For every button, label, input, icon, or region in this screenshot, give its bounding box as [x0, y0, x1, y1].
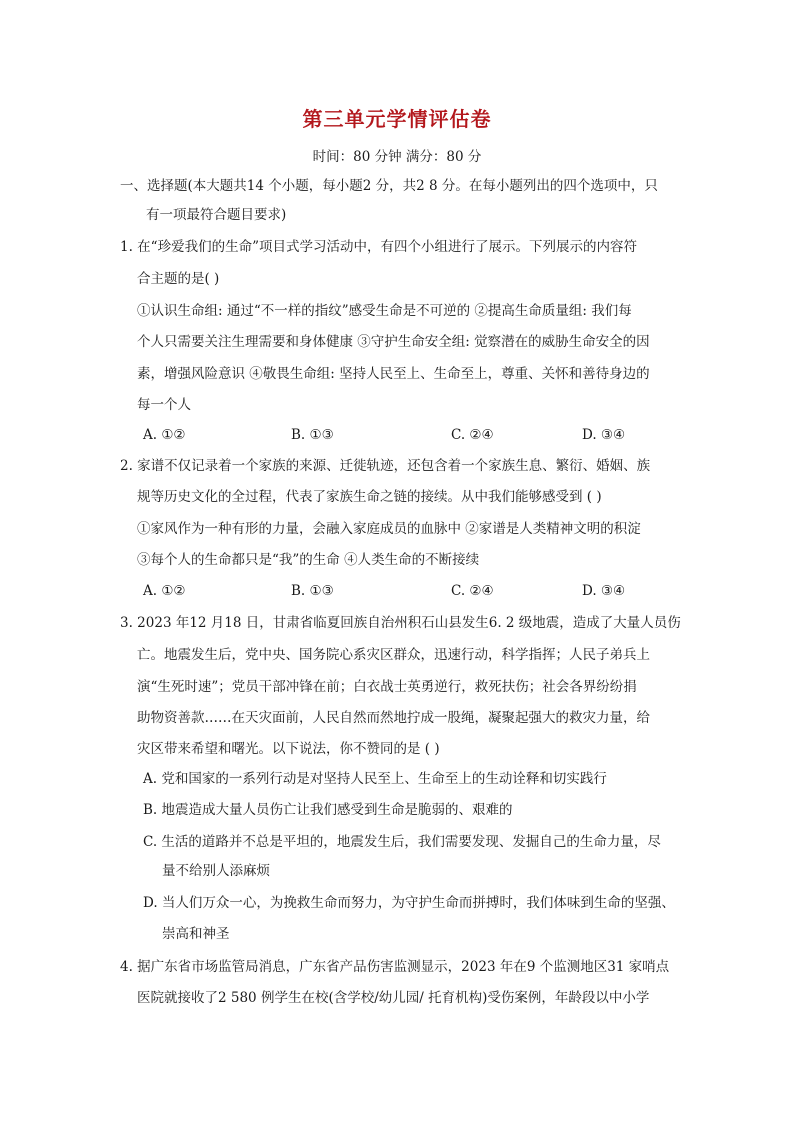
- q3-option-d[interactable]: D. 当人们万众一心，为挽救生命而努力，为守护生命而拼搏时，我们体味到生命的坚强、: [143, 895, 675, 911]
- q2-item-line-1: ①家风作为一种有形的力量，会融入家庭成员的血脉中 ②家谱是人类精神文明的积淀: [137, 521, 641, 537]
- q2-option-c[interactable]: C. ②④: [451, 583, 494, 599]
- q1-option-a[interactable]: A. ①②: [143, 427, 186, 443]
- q1-item-line-1: ①认识生命组: 通过“不一样的指纹”感受生命是不可逆的 ②提高生命质量组: 我们每: [137, 303, 632, 319]
- q3-option-a[interactable]: A. 党和国家的一系列行动是对坚持人民至上、生命至上的生动诠释和切实践行: [143, 771, 607, 787]
- q3-stem-line-1: 3. 2023 年12 月18 日，甘肃省临夏回族自治州积石山县发生6. 2 级地震，造成了大量人员伤: [120, 615, 681, 631]
- page-title: 第三单元学情评估卷: [302, 107, 492, 131]
- q2-item-line-2: ③每个人的生命都只是“我”的生命 ④人类生命的不断接续: [137, 552, 480, 568]
- q1-option-d[interactable]: D. ③④: [582, 427, 626, 443]
- q1-option-c[interactable]: C. ②④: [451, 427, 494, 443]
- section-heading-line-2: 有一项最符合题目要求): [146, 207, 287, 223]
- q1-option-b[interactable]: B. ①③: [291, 427, 334, 443]
- q2-option-d[interactable]: D. ③④: [582, 583, 626, 599]
- q2-option-b[interactable]: B. ①③: [291, 583, 334, 599]
- q1-item-line-2: 个人只需要关注生理需要和身体健康 ③守护生命安全组: 觉察潜在的威胁生命安全的因: [137, 334, 650, 350]
- q3-option-d-cont: 崇高和神圣: [162, 926, 230, 942]
- q3-stem-line-4: 助物资善款……在天灾面前，人民自然而然地拧成一股绳，凝聚起强大的救灾力量，给: [137, 710, 650, 726]
- q3-stem-line-3: 演“生死时速”；党员干部冲锋在前；白衣战士英勇逆行，救死扶伤；社会各界纷纷捐: [137, 679, 637, 695]
- q1-stem-line-1: 1. 在“珍爱我们的生命”项目式学习活动中，有四个小组进行了展示。下列展示的内容符: [120, 239, 637, 255]
- section-heading-line-1: 一、选择题(本大题共14 个小题，每小题2 分，共2 8 分。在每小题列出的四个选项中，只: [120, 178, 658, 194]
- q2-stem-line-2: 规等历史文化的全过程，代表了家族生命之链的接续。从中我们能够感受到 ( ): [137, 489, 602, 505]
- q1-item-line-4: 每一个人: [137, 397, 191, 413]
- exam-meta: 时间：80 分钟 满分：80 分: [312, 149, 482, 165]
- q1-item-line-3: 素，增强风险意识 ④敬畏生命组: 坚持人民至上、生命至上，尊重、关怀和善待身边的: [137, 366, 650, 382]
- q3-option-b[interactable]: B. 地震造成大量人员伤亡让我们感受到生命是脆弱的、艰难的: [143, 802, 513, 818]
- q3-stem-line-2: 亡。地震发生后，党中央、国务院心系灾区群众，迅速行动，科学指挥；人民子弟兵上: [137, 647, 650, 663]
- q4-stem-line-2: 医院就接收了2 580 例学生在校(含学校/幼儿园/ 托育机构)受伤案例，年龄段以中小学: [137, 990, 650, 1006]
- q2-option-a[interactable]: A. ①②: [143, 583, 186, 599]
- q3-option-c-cont: 量不给别人添麻烦: [162, 863, 270, 879]
- q1-stem-line-2: 合主题的是( ): [137, 271, 220, 287]
- q2-stem-line-1: 2. 家谱不仅记录着一个家族的来源、迁徙轨迹，还包含着一个家族生息、繁衍、婚姻、族: [120, 458, 651, 474]
- q3-stem-line-5: 灾区带来希望和曙光。以下说法，你不赞同的是 ( ): [137, 741, 440, 757]
- q3-option-c[interactable]: C. 生活的道路并不总是平坦的，地震发生后，我们需要发现、发掘自己的生命力量，尽: [143, 834, 661, 850]
- q4-stem-line-1: 4. 据广东省市场监管局消息，广东省产品伤害监测显示，2023 年在9 个监测地区31 家哨点: [120, 959, 670, 975]
